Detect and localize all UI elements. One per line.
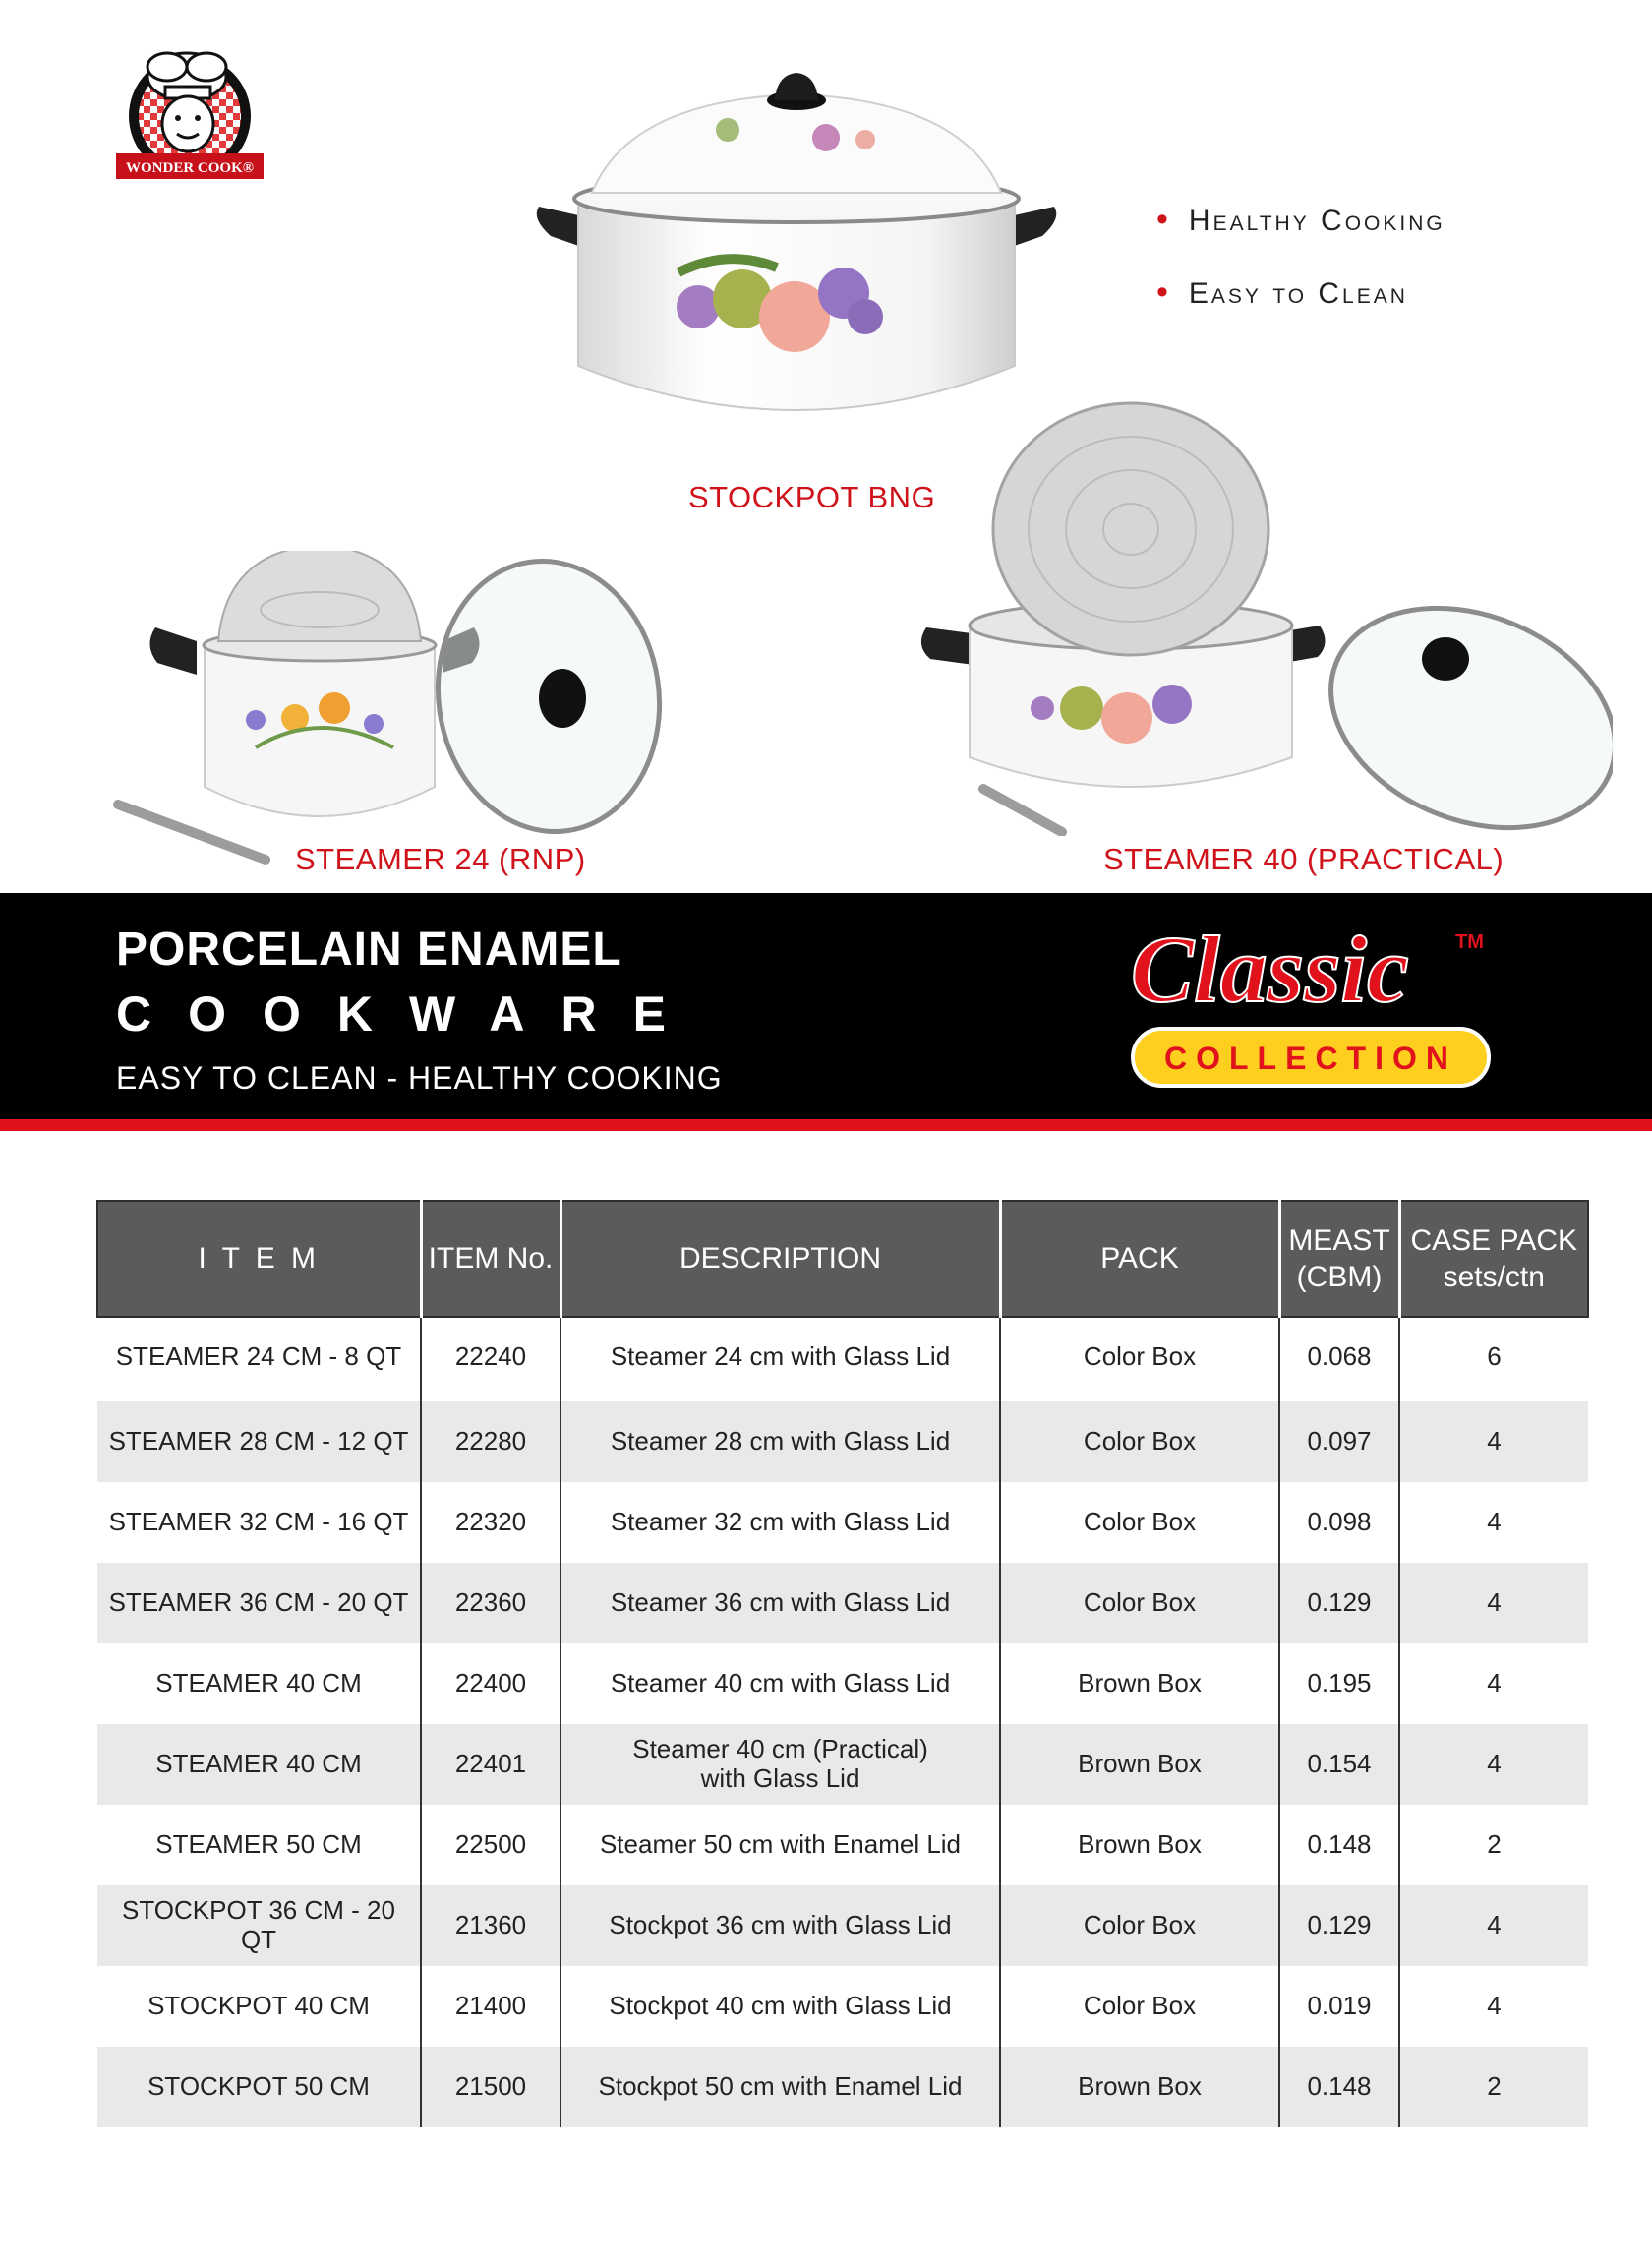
steamer-24-image (108, 551, 698, 865)
cell-meast: 0.148 (1279, 1805, 1399, 1885)
cell-pack: Color Box (1000, 1885, 1279, 1966)
cell-item: STEAMER 28 CM - 12 QT (97, 1401, 421, 1482)
cell-case-pack: 4 (1399, 1724, 1588, 1805)
cell-item: STOCKPOT 40 CM (97, 1966, 421, 2047)
banner-title-line-1: PORCELAIN ENAMEL (116, 924, 622, 976)
cell-item: STEAMER 50 CM (97, 1805, 421, 1885)
cell-meast: 0.097 (1279, 1401, 1399, 1482)
cell-pack: Color Box (1000, 1401, 1279, 1482)
cell-pack: Brown Box (1000, 1643, 1279, 1724)
cell-case-pack: 2 (1487, 1829, 1502, 1860)
cell-meast: 0.148 (1279, 2047, 1399, 2127)
cell-meast: 0.195 (1279, 1643, 1399, 1724)
cell-description: Stockpot 50 cm with Enamel Lid (560, 2047, 1000, 2127)
cell-item: STOCKPOT 50 CM (97, 2047, 421, 2127)
cell-item-no: 21500 (421, 2047, 560, 2127)
cell-meast: 0.068 (1279, 1317, 1399, 1401)
cell-case-pack: 4 (1399, 1401, 1588, 1482)
cell-pack: Brown Box (1000, 1724, 1279, 1805)
header-meast (1279, 1201, 1399, 1317)
cell-item: STEAMER 24 CM - 8 QT (97, 1317, 421, 1401)
cell-meast: 0.129 (1279, 1885, 1399, 1966)
banner-red-line (0, 1119, 1652, 1131)
cell-description: Steamer 28 cm with Glass Lid (560, 1401, 1000, 1482)
cell-item-no: 22401 (421, 1724, 560, 1805)
feature-text: Healthy Cooking (1188, 205, 1446, 237)
collection-text: COLLECTION (1164, 1041, 1457, 1076)
cell-item: STEAMER 40 CM (97, 1724, 421, 1805)
table-row (97, 1482, 1588, 1563)
table-row (97, 1724, 1588, 1805)
table-row (97, 1401, 1588, 1482)
steamer-24-caption: STEAMER 24 (RNP) (295, 842, 586, 876)
cell-pack: Color Box (1000, 1966, 1279, 2047)
feature-bullet-2: • Easy to Clean (1156, 273, 1408, 311)
cell-case-pack: 4 (1399, 1885, 1588, 1966)
cell-case-pack: 4 (1399, 1563, 1588, 1643)
cell-item-no: 22320 (421, 1482, 560, 1563)
cell-description: Steamer 40 cm with Glass Lid (560, 1643, 1000, 1724)
banner-title-line-2: COOKWARE (116, 986, 702, 1042)
cell-case-pack: 4 (1487, 1991, 1502, 2021)
header-item-no: ITEM No. (421, 1201, 560, 1317)
cell-case-pack: 2 (1399, 2047, 1588, 2127)
cell-description: Steamer 36 cm with Glass Lid (560, 1563, 1000, 1643)
header-description: DESCRIPTION (560, 1201, 1000, 1317)
cell-case-pack: 6 (1487, 1341, 1502, 1371)
table-row (97, 1966, 1588, 2047)
cell-pack: Brown Box (1000, 1805, 1279, 1885)
cell-item-no: 22500 (421, 1805, 560, 1885)
cell-pack: Color Box (1000, 1563, 1279, 1643)
cell-description (560, 1724, 1000, 1805)
cell-item: STEAMER 32 CM - 16 QT (97, 1482, 421, 1563)
cell-item-no: 22240 (421, 1317, 560, 1401)
table-row (97, 1885, 1588, 1966)
cell-item-no: 21400 (421, 1966, 560, 2047)
table-row (97, 1805, 1588, 1885)
logo-text: WONDER COOK® (126, 160, 254, 176)
cell-item-no: 22400 (421, 1643, 560, 1724)
cell-meast: 0.019 (1279, 1966, 1399, 2047)
banner-subtitle: EASY TO CLEAN - HEALTHY COOKING (116, 1060, 723, 1096)
table-row (97, 1643, 1588, 1724)
cell-case-pack: 4 (1487, 1507, 1502, 1537)
header-meast-line2: (CBM) (1296, 1261, 1383, 1293)
product-spec-table (96, 1200, 1589, 2127)
header-case-line2: sets/ctn (1443, 1261, 1545, 1293)
feature-text: Easy to Clean (1188, 277, 1408, 310)
header-meast-line1: MEAST (1288, 1223, 1390, 1257)
cell-meast: 0.154 (1279, 1724, 1399, 1805)
steamer-40-image (914, 393, 1613, 836)
cell-pack: Color Box (1000, 1482, 1279, 1563)
cell-meast: 0.098 (1279, 1482, 1399, 1563)
table-header-row (97, 1201, 1588, 1317)
table-row (97, 1317, 1588, 1401)
cell-item: STEAMER 40 CM (97, 1643, 421, 1724)
cell-item: STOCKPOT 36 CM - 20 QT (97, 1885, 421, 1966)
wonder-cook-logo (116, 37, 264, 187)
cell-description-line1: Steamer 40 cm (Practical) (632, 1734, 928, 1764)
header-case-line1: CASE PACK (1410, 1223, 1577, 1257)
cell-meast: 0.129 (1279, 1563, 1399, 1643)
table-row (97, 1563, 1588, 1643)
stockpot-caption: STOCKPOT BNG (688, 480, 936, 514)
header-pack: PACK (1000, 1201, 1279, 1317)
cell-item-no: 22360 (421, 1563, 560, 1643)
cell-description: Stockpot 36 cm with Glass Lid (560, 1885, 1000, 1966)
cell-description: Steamer 24 cm with Glass Lid (560, 1317, 1000, 1401)
table-row (97, 2047, 1588, 2127)
classic-script: Classic (1131, 917, 1409, 1022)
trademark: TM (1455, 931, 1484, 953)
cell-pack: Color Box (1000, 1317, 1279, 1401)
cell-case-pack: 4 (1487, 1668, 1502, 1699)
cell-item-no: 21360 (421, 1885, 560, 1966)
header-case-pack (1399, 1201, 1588, 1317)
cell-pack: Brown Box (1000, 2047, 1279, 2127)
cell-description: Stockpot 40 cm with Glass Lid (560, 1966, 1000, 2047)
cell-description: Steamer 50 cm with Enamel Lid (560, 1805, 1000, 1885)
cell-item-no: 22280 (421, 1401, 560, 1482)
cell-item: STEAMER 36 CM - 20 QT (97, 1563, 421, 1643)
cell-description-line2: with Glass Lid (700, 1763, 860, 1793)
feature-bullet-1: • Healthy Cooking (1156, 201, 1446, 238)
steamer-40-caption: STEAMER 40 (PRACTICAL) (1103, 842, 1504, 876)
header-item: I T E M (97, 1201, 421, 1317)
classic-collection-logo (1125, 901, 1499, 1107)
cell-description: Steamer 32 cm with Glass Lid (560, 1482, 1000, 1563)
